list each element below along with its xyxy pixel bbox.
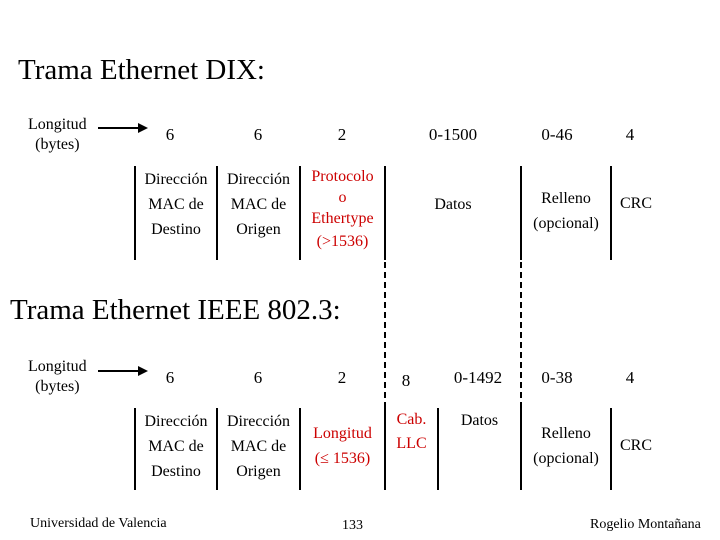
ieee-field-data-line1: Datos: [460, 412, 499, 429]
ieee-size-data: 0-1492: [453, 368, 503, 387]
dix-field-type: [301, 166, 384, 254]
ieee-field-llc-line1: Cab.: [396, 411, 427, 428]
ieee-field-pad-line1: Relleno: [541, 425, 591, 442]
ieee-field-src-line2: MAC de: [230, 438, 287, 455]
guide-dashed-1: [384, 262, 386, 408]
ieee-field-llc: [386, 408, 437, 456]
dix-field-dest: [136, 167, 216, 242]
dix-length-label-line1: Longitud: [28, 116, 87, 133]
ieee-field-src: [218, 409, 299, 484]
ieee-field-dest-line1: Dirección: [144, 413, 208, 430]
dix-length-label-line2: (bytes): [35, 136, 80, 153]
dix-field-crc: [612, 191, 660, 216]
dix-size-crc: 4: [625, 125, 635, 144]
ieee-field-len-line1: Longitud: [313, 425, 372, 442]
dix-field-type-line2: o: [338, 189, 347, 206]
ieee-title: Trama Ethernet IEEE 802.3:: [10, 294, 341, 326]
ieee-field-len: [301, 421, 384, 471]
ieee-field-src-line1: Dirección: [226, 413, 291, 430]
ieee-field-dest: [136, 409, 216, 484]
ieee-field-src-line3: Origen: [236, 463, 281, 480]
footer-page-number: 133: [342, 518, 363, 533]
dix-field-crc-line1: CRC: [619, 195, 652, 212]
ieee-field-crc-line1: CRC: [619, 437, 652, 454]
guide-dashed-2: [520, 262, 522, 408]
dix-field-src-line1: Dirección: [226, 171, 291, 188]
ieee-field-llc-line2: LLC: [396, 435, 427, 452]
ieee-field-dest-line3: Destino: [151, 463, 201, 480]
dix-field-src: [218, 167, 299, 242]
ieee-size-dest: 6: [165, 368, 175, 387]
dix-field-data-line1: Datos: [434, 196, 472, 213]
dix-title: Trama Ethernet DIX:: [18, 54, 265, 86]
dix-field-type-line4: (>1536): [316, 233, 369, 250]
ieee-length-label: [28, 357, 87, 397]
dix-length-label: [28, 115, 87, 155]
dix-field-pad-line1: Relleno: [541, 190, 591, 207]
ieee-field-pad: [522, 421, 610, 471]
ieee-field-crc: [612, 433, 660, 458]
ieee-size-pad: 0-38: [541, 368, 573, 387]
dix-field-data: [386, 192, 520, 217]
dix-size-type: 2: [337, 125, 347, 144]
ieee-field-len-line2: (≤ 1536): [314, 450, 371, 467]
ieee-size-crc: 4: [625, 368, 635, 387]
dix-field-pad-line2: (opcional): [533, 215, 599, 232]
dix-arrow-icon: [98, 122, 148, 134]
footer-right: Rogelio Montañana: [590, 517, 701, 532]
ieee-length-label-line2: (bytes): [35, 378, 80, 395]
footer-left: Universidad de Valencia: [30, 516, 167, 531]
dix-field-type-line1: Protocolo: [311, 168, 374, 185]
dix-size-src: 6: [253, 125, 263, 144]
ieee-field-pad-line2: (opcional): [533, 450, 599, 467]
dix-size-dest: 6: [165, 125, 175, 144]
ieee-size-len: 2: [337, 368, 347, 387]
ieee-arrow-icon: [98, 365, 148, 377]
ieee-length-label-line1: Longitud: [28, 358, 87, 375]
dix-size-data: 0-1500: [428, 125, 478, 144]
dix-field-dest-line2: MAC de: [148, 196, 204, 213]
ieee-size-llc: 8: [401, 371, 411, 390]
dix-field-dest-line1: Dirección: [144, 171, 208, 188]
ieee-field-data: [439, 408, 520, 433]
dix-field-pad: [522, 186, 610, 236]
ieee-field-dest-line2: MAC de: [148, 438, 204, 455]
dix-field-dest-line3: Destino: [151, 221, 201, 238]
dix-field-src-line2: MAC de: [230, 196, 287, 213]
dix-field-src-line3: Origen: [236, 221, 281, 238]
dix-field-type-line3: Ethertype: [311, 210, 374, 227]
dix-size-pad: 0-46: [541, 125, 573, 144]
ieee-size-src: 6: [253, 368, 263, 387]
